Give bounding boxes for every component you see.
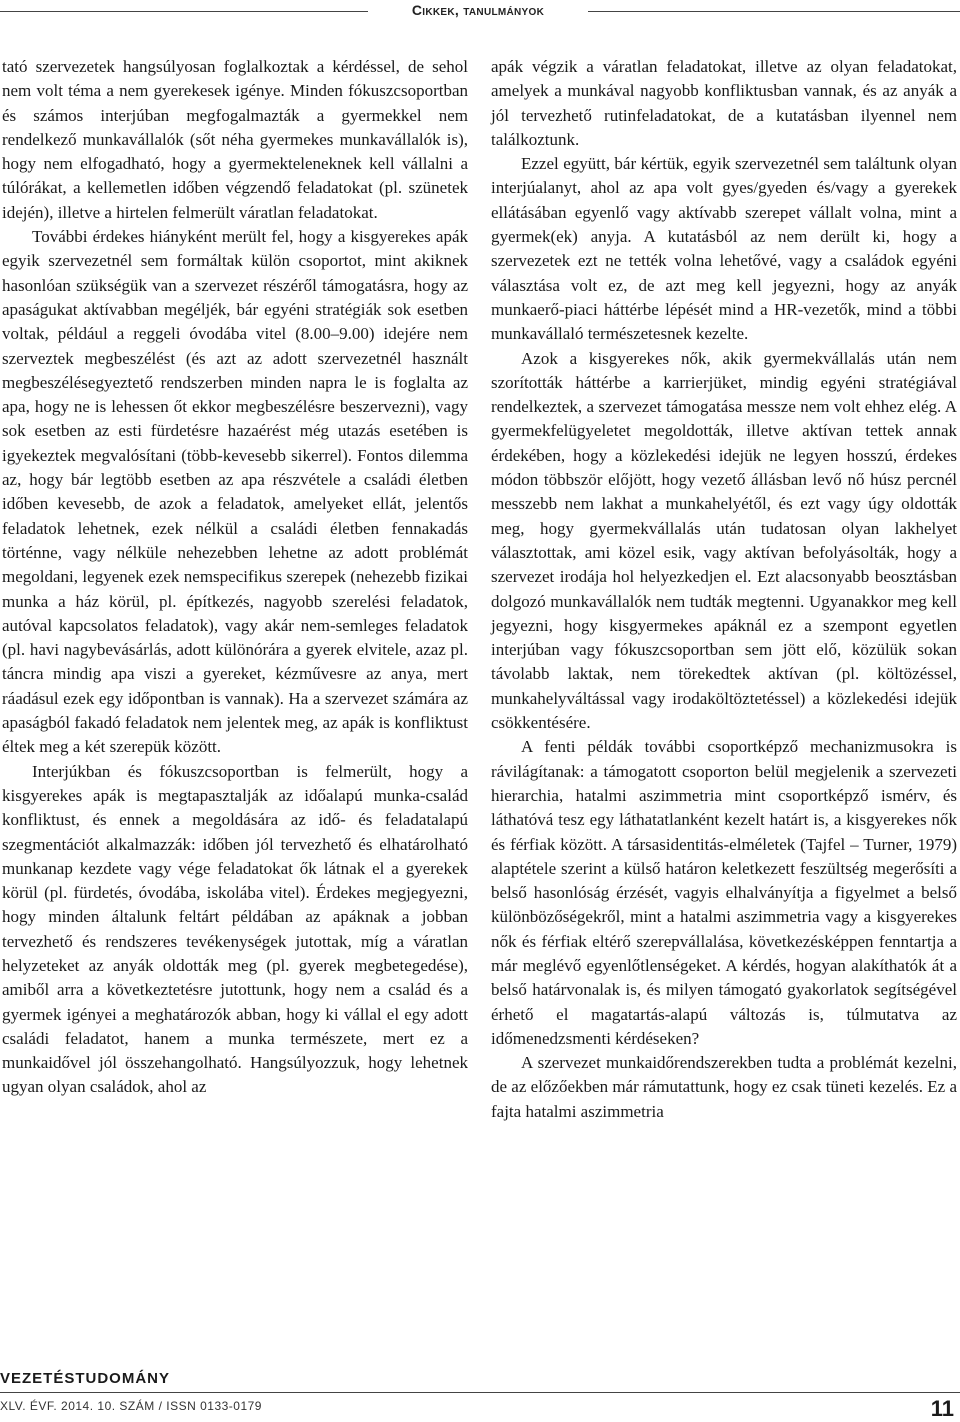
paragraph: Azok a kisgyerekes nők, akik gyermekvállalás után nem szorították háttérbe a karrierjüket, mindig egyéni stratégiával rendelkeztek, a szervezet támogatása messze nem volt ehhez elég. A gyermekfelügyeletet megoldották, illetve aktívan tettek annak érdekében, hogy a közlekedési idejük ne legyen hosszú, érdekes módon többször előjött, hogy vezető állásban levő nő húsz percnél messzebb nem lakhat a munkahelyétől, és ezt vagy úgy oldották meg, hogy gyermekvállalás után tudatosan olyan lakhelyet választottak, ami közel esik, vagy aktívan befolyásolták, hogy a szervezet irodája hol helyezkedjen el. Ezt alacsonyabb beosztásban dolgozó munkavállalók nem tudták megtenni. Ugyanakkor meg kell jegyezni, hogy kisgyermekes apáknál ez a szempont egyetlen interjúban vagy fókuszcsoportban sem jött elő, közülük sokan távolabb laktak, nem törekedtek aktívan (pl. költözéssel, munkahelyváltással vagy irodaköltöztetéssel) a közlekedési idejük csökkentésére. (491, 348, 957, 733)
magazine-title: VEZETÉSTUDOMÁNY (0, 1370, 171, 1387)
paragraph: További érdekes hiányként merült fel, hogy a kisgyerekes apák egyik szervezetnél sem formáltak külön csoportot, mint akiknek hasonlóan szükségük van a szervezet részéről támogatásra, hogy az apaságukat aktívabban megéljék, bár egyéni stratégiák sok esetben voltak, például a reggeli óvodába vitel (8.00–9.00) idejére nem szerveztek megbeszélést (és azt az adott szervezetnél használt megbeszélésegyeztető rendszerben minden napra le is foglalta az apa, hogy ne is lehessen őt ekkor megbeszélésre beszervezni), vagy sok esetben az esti fürdetésre hazaérést még utazás esetében is igyekeztek megvalósítani (több-kevesebb sikerrel). Fontos dilemma az, hogy bár legtöbb esetben az apa részvétele a családi életben időben kevesebb, de azok a feladatok, amelyeket ellát, jelentős feladatok lehetnek, ezek nélkül a családi életben fennakadás történne, vagy nélküle nehezebben lehetne az adott problémát megoldani, legyenek ezek nemspecifikus szerepek (nehezebb fizikai munka a ház körül, pl. építkezés, nagyobb szerelési feladatok, autóval kapcsolatos feladatok), vagy akár nem-semleges feladatok (pl. havi nagybevásárlás, adott különórára a gyerek elvitele, azaz pl. táncra mindig apa viszi a gyereket, kézművesre az anya, mert ráadásul ezek egy időpontban is vannak). Ha a szervezet számára az apaságból fakadó feladatok nem jelentek meg, az apák is konfliktust éltek meg a két szerepük között. (2, 227, 468, 757)
paragraph: A szervezet munkaidőrendszerekben tudta a problémát kezelni, de az előzőekben már rámutattunk, hogy ez csak tüneti kezelés. Ez a fajta hatalmi aszimmetria (491, 1053, 957, 1121)
footer-rule (0, 1392, 960, 1393)
paragraph: Interjúkban és fókuszcsoportban is felmerült, hogy a kisgyerekes apák is megtapasztalják az időalapú munka-család konfliktust, és ennek a megoldására az idő- és feladatalapú szegmentációt alkalmazzák: időben jól tervezhető és elhatárolható munkanap kezdete vagy vége feladatokat ők látnak el a gyerekek körül (pl. fürdetés, óvodába, iskolába vitel). Érdekes megjegyezni, hogy minden általunk feltárt példában az apáknak a jobban tervezhető és rendszeres tevékenységek jutottak, míg a váratlan helyzeteket az anyák oldották meg (pl. gyerek megbetegedése), amiből arra a következtetésre jutottunk, hogy nem a család és a gyermek igényei a meghatározók abban, hogy ki vállal el egy adott családi feladatot, hanem a munka természete, mert ez a munkaidővel jól összehangolható. Hangsúlyozzuk, hogy lehetnek ugyan olyan családok, ahol az (2, 761, 468, 1097)
paragraph: Ezzel együtt, bár kértük, egyik szervezetnél sem találtunk olyan interjúalanyt, ahol az apa volt gyes/gyeden és/vagy a gyerekek ellátásában egyenlő vagy aktívabb szerepet vállalt volna, mint a gyermek(ek) anyja. A kutatásból az nem derült ki, hogy a szervezetek ezt ne tették volna lehetővé, vagy a családok egyéni választása volt ez, de azt meg kell jegyezni, hogy az anyák munkaerő-piaci háttérbe lépését mind a HR-vezetők, mind a többi munkavállaló természetesnek kezelte. (491, 154, 957, 344)
paragraph: tató szervezetek hangsúlyosan foglalkoztak a kérdéssel, de sehol nem volt téma a nem gyerekesek igénye. Minden fókuszcsoportban és számos interjúban megfogalmazták a gyermekkel nem rendelkező munkavállalók (sőt néha gyermekes munkavállalók is), hogy nem elfogadható, hogy a gyermekteleneknek kell vállalni a túlórákat, a kellemetlen időben végzendő feladatokat (pl. szünetek idején), illetve a hirtelen felmerült váratlan feladatokat. (2, 57, 468, 222)
running-header (0, 0, 960, 30)
issue-info: XLV. ÉVF. 2014. 10. SZÁM / ISSN 0133-0179 (0, 1399, 262, 1413)
paragraph: A fenti példák további csoportképző mechanizmusokra is rávilágítanak: a támogatott csoporton belül megjelenik a szervezeti hierarchia, hatalmi aszimmetria mint csoportképző ismérv, és láthatóvá tesz egy láthatatlanként kezelt határt is, a kisgyerekes nők és férfiak között. A társasidentitás-elméletek (Tajfel – Turner, 1979) alaptétele szerint a külső határon keletkezett feszültség megerősíti a belső hasonlóság érzését, vagyis elhalványítja a figyelmet a belső különbözőségekről, mint a hatalmi aszimmetria vagy a kisgyerekes nők és férfiak eltérő szerepvállalása, következésképpen fenntartja a már meglévő egyenlőtlenségeket. A kérdés, hogyan alakíthatók át a belső határvonalak is, és milyen támogató gyakorlatok segítségével érhető el magatartás-alapú változás is, túlmutatva az időmenedzsmenti kérdéseken? (491, 737, 957, 1048)
right-column (491, 55, 957, 1124)
paragraph: apák végzik a váratlan feladatokat, illetve az olyan feladatokat, amelyek a munkával nagyobb konfliktusban vannak, és az anyák a jól tervezhető rutinfeladatokat, de a kutatásban ilyennel nem találkoztunk. (491, 57, 957, 149)
section-title: Cikkek, tanulmányok (411, 2, 545, 18)
header-rule-left (0, 11, 368, 12)
left-column (2, 55, 468, 1100)
header-rule-right (588, 11, 960, 12)
page-number: 11 (930, 1396, 954, 1421)
